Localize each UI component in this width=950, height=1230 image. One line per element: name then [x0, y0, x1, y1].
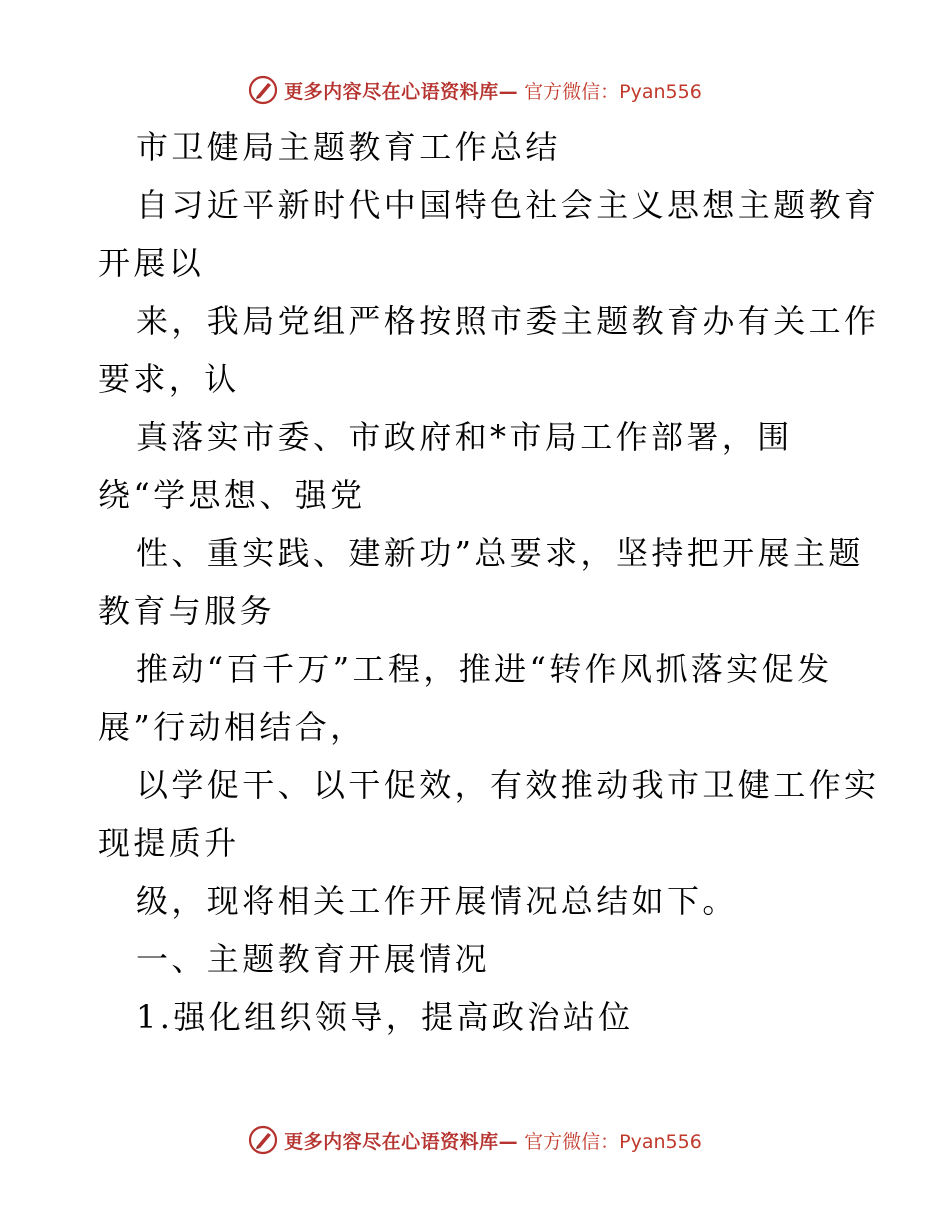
- document-line: 以学促干、以干促效，有效推动我市卫健工作实: [136, 766, 880, 804]
- document-line: 市卫健局主题教育工作总结: [136, 128, 561, 166]
- banner-contact: 官方微信：Pyan556: [524, 80, 702, 103]
- document-line: 真落实市委、市政府和*市局工作部署，围: [136, 418, 793, 456]
- document-line: 教育与服务: [98, 592, 276, 630]
- banner-contact: 官方微信：Pyan556: [524, 1130, 702, 1153]
- pen-logo-icon: [248, 1125, 278, 1155]
- banner-text: 更多内容尽在心语资料库—: [284, 80, 519, 103]
- document-line: 自习近平新时代中国特色社会主义思想主题教育: [136, 186, 880, 224]
- document-line: 1.强化组织领导，提高政治站位: [136, 998, 634, 1036]
- document-line: 推动“百千万”工程，推进“转作风抓落实促发: [136, 650, 833, 688]
- document-line: 绕“学思想、强党: [98, 476, 366, 514]
- banner-text: 更多内容尽在心语资料库—: [284, 1130, 519, 1153]
- document-line: 级，现将相关工作开展情况总结如下。: [136, 882, 738, 920]
- document-line: 展”行动相结合，: [98, 708, 366, 746]
- document-line: 现提质升: [98, 824, 240, 862]
- document-line: 要求，认: [98, 360, 240, 398]
- document-line: 开展以: [98, 244, 205, 282]
- footer-watermark-banner: [0, 1120, 950, 1160]
- document-body: [98, 118, 880, 1046]
- header-watermark-banner: [0, 70, 950, 110]
- document-line: 性、重实践、建新功”总要求，坚持把开展主题: [136, 534, 864, 572]
- pen-logo-icon: [248, 75, 278, 105]
- document-line: 来，我局党组严格按照市委主题教育办有关工作: [136, 302, 880, 340]
- document-line: 一、主题教育开展情况: [136, 940, 491, 978]
